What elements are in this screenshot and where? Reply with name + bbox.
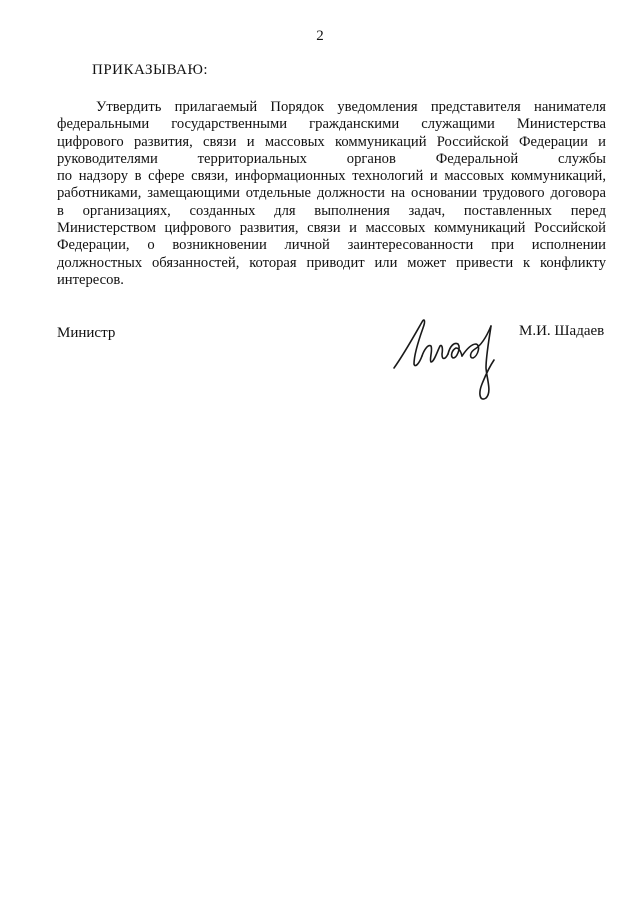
- body-line: руководителями территориальных органов Федеральной службы: [57, 150, 606, 167]
- page-number: 2: [316, 28, 324, 44]
- signer-name: М.И. Шадаев: [519, 323, 605, 339]
- body-line: в организациях, созданных для выполнения задач, поставленных перед: [57, 202, 606, 219]
- body-line: работниками, замещающими отдельные должности на основании трудового договора: [57, 185, 606, 202]
- order-heading: ПРИКАЗЫВАЮ:: [92, 62, 209, 78]
- body-line: цифрового развития, связи и массовых коммуникаций Российской Федерации и: [57, 133, 606, 150]
- body-line: должностных обязанностей, которая приводит или может привести к конфликту: [57, 254, 606, 271]
- signer-position: Министр: [57, 325, 116, 341]
- body-line: Министерством цифрового развития, связи и массовых коммуникаций Российской: [57, 220, 606, 237]
- body-line: федеральными государственными гражданскими служащими Министерства: [57, 116, 606, 133]
- body-line: по надзору в сфере связи, информационных технологий и массовых коммуникаций,: [57, 168, 606, 185]
- body-line: Утвердить прилагаемый Порядок уведомления представителя нанимателя: [96, 99, 606, 115]
- order-body-paragraph: [57, 99, 606, 289]
- body-line: интересов.: [57, 271, 124, 288]
- body-line: Федерации, о возникновении личной заинтересованности при исполнении: [57, 237, 606, 254]
- handwritten-signature: [390, 310, 520, 410]
